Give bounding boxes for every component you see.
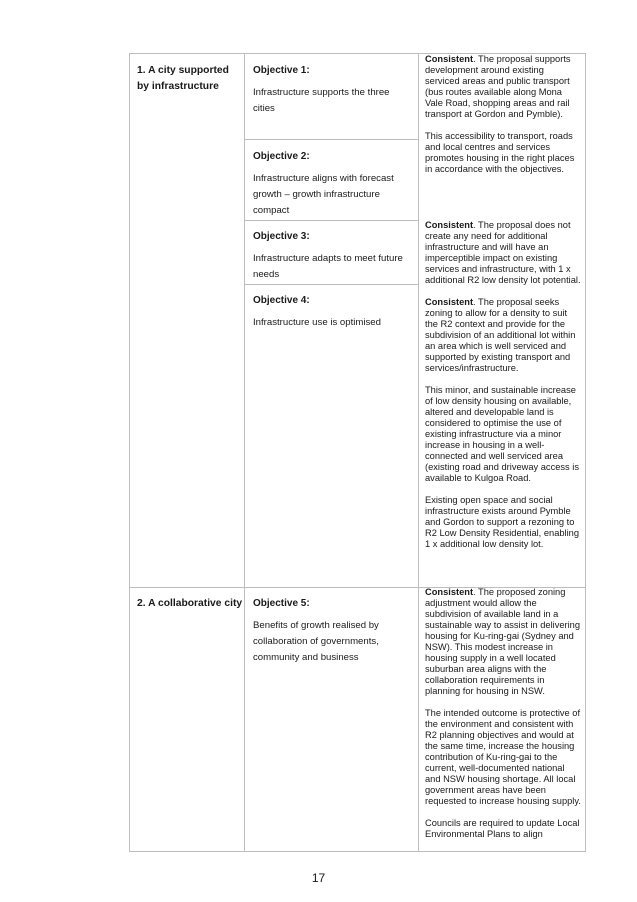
objective-cell <box>253 229 413 283</box>
objective-text: Infrastructure adapts to meet future needs <box>253 253 403 280</box>
comment-paragraph: Councils are required to update Local Environmental Plans to align <box>425 818 580 839</box>
table-border-left <box>129 53 130 852</box>
consistency-table <box>129 53 586 852</box>
comment-paragraph: Consistent. The proposal seeks zoning to allow for a density to suit the R2 context and provide for the subdivision of an additional lot within an area which is well serviced and supported by existing transport and services/infrastructure. <box>425 297 576 373</box>
objective-cell <box>253 293 413 331</box>
objective-title: Objective 1: <box>253 65 310 76</box>
objective-text: Infrastructure aligns with forecast growth – growth infrastructure compact <box>253 173 394 216</box>
theme-cell: 2. A collaborative city <box>137 598 243 609</box>
objective-title: Objective 5: <box>253 598 310 609</box>
objective-divider <box>244 284 419 285</box>
comment-block <box>425 54 581 175</box>
table-border-bottom <box>129 851 586 852</box>
table-border-col2 <box>244 53 245 852</box>
comment-block <box>425 587 581 840</box>
theme-cell: 1. A city supported by infrastructure <box>137 65 229 92</box>
objective-divider <box>244 220 419 221</box>
objective-title: Objective 4: <box>253 295 310 306</box>
table-border-right <box>585 53 586 852</box>
objective-title: Objective 2: <box>253 151 310 162</box>
page-number: 17 <box>311 871 326 885</box>
objective-text: Benefits of growth realised by collaboration of governments, community and business <box>253 620 379 663</box>
objective-cell <box>253 596 413 666</box>
comment-paragraph: Existing open space and social infrastructure exists around Pymble and Gordon to support a rezoning to R2 Low Density Residential, enabling 1 x additional low density lot. <box>425 495 580 549</box>
comment-block <box>425 220 581 550</box>
comment-paragraph: This minor, and sustainable increase of low density housing on available, altered and developable land is considered to optimise the use of existing infrastructure via a minor increase in housing in a well-connected and well serviced area (existing road and driveway access is available to Kulgoa Road. <box>425 385 579 483</box>
objective-cell <box>253 149 413 219</box>
comment-paragraph: This accessibility to transport, roads and local centres and services promotes housing in the right places in accordance with the objectives. <box>425 131 575 174</box>
objective-text: Infrastructure supports the three cities <box>253 87 390 114</box>
table-border-col3 <box>418 53 419 852</box>
comment-paragraph: Consistent. The proposal supports development around existing serviced areas and public transport (bus routes available along Mona Vale Road, shopping areas and rail transport at Gordon and Pymble). <box>425 54 571 119</box>
objective-divider <box>244 139 419 140</box>
objective-title: Objective 3: <box>253 231 310 242</box>
comment-paragraph: Consistent. The proposal does not create any need for additional infrastructure and will have an imperceptible impact on existing services and infrastructure, with 1 x additional R2 low density lot potential. <box>425 220 581 285</box>
objective-text: Infrastructure use is optimised <box>253 317 381 328</box>
comment-paragraph: Consistent. The proposed zoning adjustment would allow the subdivision of available land in a sustainable way to assist in delivering housing for Ku-ring-gai (Sydney and NSW). This modest increase in housing supply in a well located suburban area aligns with the collaboration requirements in planning for housing in NSW. <box>425 587 581 696</box>
objective-cell <box>253 63 413 117</box>
comment-paragraph: The intended outcome is protective of the environment and consistent with R2 planning objectives and would at the same time, increase the housing contribution of Ku-ring-gai to the current, well-documented national and NSW housing shortage. All local government areas have been requested to increase housing supply. <box>425 708 581 806</box>
